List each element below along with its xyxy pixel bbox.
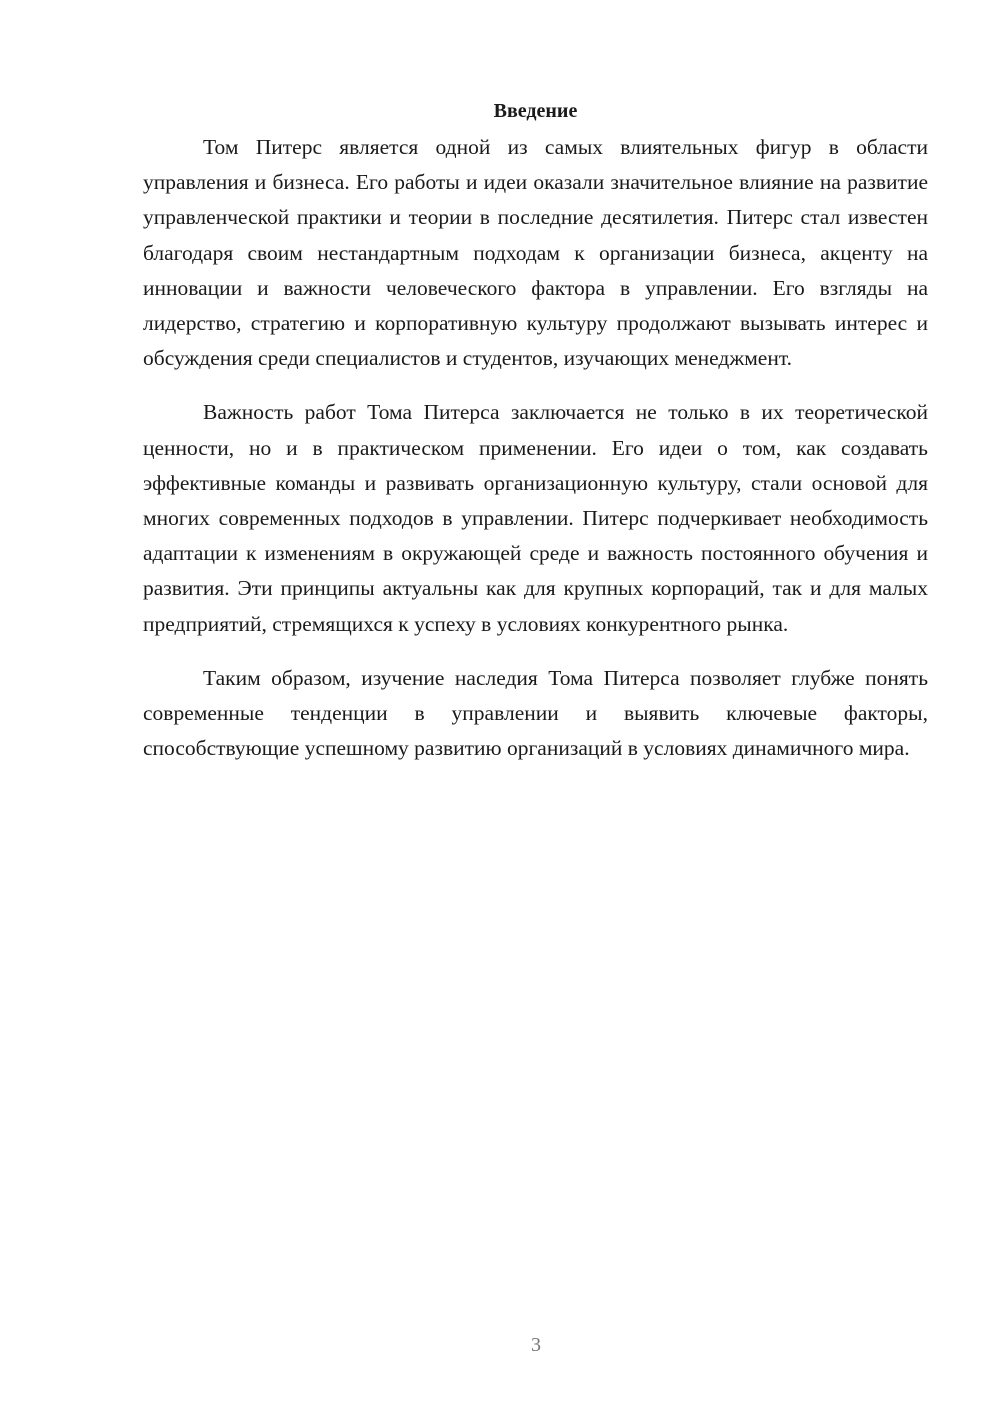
paragraph-1: Том Питерс является одной из самых влиятельных фигур в области управления и бизнеса. Его работы и идеи оказали значительное влияние на развитие управленческой практики и теории в последние десятилетия. Питерс стал известен благодаря своим нестандартным подходам к организации бизнеса, акценту на инновации и важности человеческого фактора в управлении. Его взгляды на лидерство, стратегию и корпоративную культуру продолжают вызывать интерес и обсуждения среди специалистов и студентов, изучающих менеджмент. — [143, 135, 928, 371]
paragraph-2: Важность работ Тома Питерса заключается не только в их теоретической ценности, но и в практическом применении. Его идеи о том, как создавать эффективные команды и развивать организационную культуру, стали основой для многих современных подходов в управлении. Питерс подчеркивает необходимость адаптации к изменениям в окружающей среде и важность постоянного обучения и развития. Эти принципы актуальны как для крупных корпораций, так и для малых предприятий, стремящихся к успеху в условиях конкурентного рынка. — [143, 400, 928, 636]
paragraph-3: Таким образом, изучение наследия Тома Питерса позволяет глубже понять современные тенденции в управлении и выявить ключевые факторы, способствующие успешному развитию организаций в условиях динамичного мира. — [143, 665, 928, 761]
section-heading: Введение — [493, 100, 578, 122]
page-number: 3 — [531, 1334, 541, 1356]
page-content — [143, 92, 928, 766]
